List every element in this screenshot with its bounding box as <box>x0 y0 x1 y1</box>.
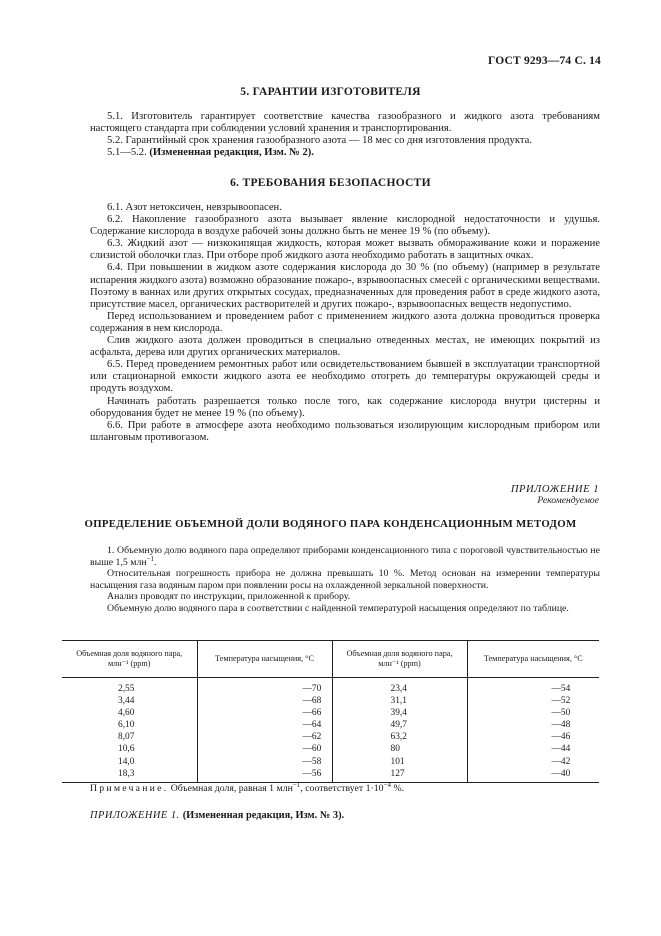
table-cell: 14,0 <box>62 756 197 768</box>
table-cell: 101 <box>332 756 467 768</box>
table-row <box>62 683 599 695</box>
annex-paragraph-2: Относительная погрешность прибора не должна превышать 10 %. Метод основан на измерении температуры насыщения газа водяным паром при появлении росы на охлажденной зеркальной поверхности. <box>90 568 600 591</box>
amendment-text: (Измененная редакция, Изм. № 2). <box>149 147 314 159</box>
table-cell: —42 <box>551 756 571 767</box>
paragraph-6-1: 6.1. Азот нетоксичен, невзрывоопасен. <box>107 202 282 213</box>
table-row <box>62 768 599 783</box>
annex-title: ОПРЕДЕЛЕНИЕ ОБЪЕМНОЙ ДОЛИ ВОДЯНОГО ПАРА КОНДЕНСАЦИОННЫМ МЕТОДОМ <box>84 518 577 530</box>
table-cell: —44 <box>551 744 571 755</box>
annex-label: ПРИЛОЖЕНИЕ 1 <box>510 484 599 495</box>
paragraph-6-5: 6.5. Перед проведением ремонтных работ или освидетельствованием бывшей в эксплуатации транспортной или стационарной емкости жидкого азота ее необходимо отогреть до температуры окружающей среды и продуть воздухом. <box>90 359 600 395</box>
table-cell: —60 <box>197 743 332 755</box>
section-6-title: 6. ТРЕБОВАНИЯ БЕЗОПАСНОСТИ <box>230 177 431 189</box>
paragraph-6-3: 6.3. Жидкий азот — низкокипящая жидкость, которая может вызвать обмораживание кожи и поражение слизистой оболочки глаз. При отборе проб жидкого азота необходимо работать в защитных очках. <box>90 238 600 262</box>
table-cell: —70 <box>197 683 332 695</box>
annex-status: Рекомендуемое <box>537 495 599 506</box>
col-header-temp-2: Температура насыщения, °С <box>467 641 599 678</box>
table-cell: 8,07 <box>62 731 197 743</box>
table-cell: 4,60 <box>62 707 197 719</box>
paragraph-6-4-check: Перед использованием и проведением работ с применением жидкого азота должна проводиться проверка содержания в нем кислорода. <box>90 310 600 334</box>
table-cell: 39,4 <box>332 707 467 719</box>
amendment-ref: 5.1—5.2. <box>107 147 150 159</box>
annex-amendment-text: (Измененная редакция, Изм. № 3). <box>182 810 345 821</box>
table-cell: 63,2 <box>332 731 467 743</box>
table-cell: 18,3 <box>62 768 197 783</box>
table-row <box>62 731 599 743</box>
table-cell: —52 <box>551 696 571 707</box>
table-note: Примечание. Объемная доля, равная 1 млн$^{-1}$, соответствует $1\cdot 10^{-4}$ %. <box>90 781 405 794</box>
table-cell: 31,1 <box>332 695 467 707</box>
table-cell: —54 <box>551 684 571 694</box>
table-cell: —66 <box>197 707 332 719</box>
table-cell: 49,7 <box>332 719 467 731</box>
paragraph-6-2: 6.2. Накопление газообразного азота вызывает явление кислородной недостаточности и удушья. Содержание кислорода в воздухе рабочей зоны должно быть не менее 19 % (по объему). <box>90 214 600 238</box>
col-header-temp-1: Температура насыщения, °С <box>197 641 332 678</box>
paragraph-6-4: 6.4. При повышении в жидком азоте содержания кислорода до 30 % (по объему) (например в результате испарения жидкого азота) возможно образование пожаро-, взрывоопасных смесей с органическими веществами. Поэтому в ваннах или других открытых сосудах, предназначенных для проведения работ в среде жидкого азота, присутствие масел, органических растворителей и других пожаро-, взрывоопасных веществ недопустимо. <box>90 262 600 310</box>
paragraph-6-5-start: Начинать работать разрешается только после того, как содержание кислорода внутри цистерны и оборудования будет не менее 19 % (по объему). <box>90 395 600 419</box>
table-row <box>62 756 599 768</box>
table-row <box>62 695 599 707</box>
table-row <box>62 707 599 719</box>
annex-amendment-ref: ПРИЛОЖЕНИЕ 1. <box>90 810 183 821</box>
paragraph-5-1: 5.1. Изготовитель гарантирует соответствие качества газообразного и жидкого азота требованиям настоящего стандарта при соблюдении условий хранения и транспортирования. <box>90 111 600 135</box>
table-cell: 23,4 <box>332 683 467 695</box>
table-row <box>62 719 599 731</box>
saturation-table <box>62 640 599 783</box>
col-header-fraction-2: Объемная доля водяного пара, млн⁻¹ (ppm) <box>332 641 467 678</box>
annex-paragraph-4: Объемную долю водяного пара в соответствии с найденной температурой насыщения определяют по таблице. <box>107 602 569 614</box>
table-cell: 80 <box>332 743 467 755</box>
table-cell: —64 <box>197 719 332 731</box>
section-5-title: 5. ГАРАНТИИ ИЗГОТОВИТЕЛЯ <box>240 86 421 98</box>
note-label: Примечание. <box>90 783 169 794</box>
table-cell: 3,44 <box>62 695 197 707</box>
annex-paragraph-3: Анализ проводят по инструкции, приложенной к прибору. <box>107 591 351 603</box>
col-header-fraction-1: Объемная доля водяного пара, млн⁻¹ (ppm) <box>62 641 197 678</box>
table-cell: —50 <box>551 708 571 719</box>
table-cell: —46 <box>551 732 571 743</box>
paragraph-6-6: 6.6. При работе в атмосфере азота необходимо пользоваться изолирующим кислородным прибором или шланговым противогазом. <box>90 419 600 443</box>
section-5-body <box>90 111 600 159</box>
annex-body <box>90 545 600 615</box>
table-cell: —40 <box>467 768 599 783</box>
table-cell: —68 <box>197 695 332 707</box>
table-cell: 6,10 <box>62 719 197 731</box>
paragraph-6-4-drain: Слив жидкого азота должен проводиться в специально отведенных местах, не имеющих покрытий из асфальта, дерева или других органических материалов. <box>90 335 600 359</box>
annex-amendment <box>90 810 344 821</box>
annex-paragraph-1: 1. Объемную долю водяного пара определяют приборами конденсационного типа с пороговой чувствительностью не выше 1,5 млн$^{-1}$. <box>90 545 600 568</box>
table-cell: 2,55 <box>62 683 197 695</box>
table-cell: —56 <box>197 768 332 783</box>
table-cell: —62 <box>197 731 332 743</box>
section-6-body <box>90 202 600 444</box>
document-reference: ГОСТ 9293—74 С. 14 <box>488 55 601 67</box>
table-cell: 127 <box>332 768 467 783</box>
table-cell: 10,6 <box>62 743 197 755</box>
table-row <box>62 743 599 755</box>
table-cell: —58 <box>197 756 332 768</box>
table-cell: —48 <box>551 720 571 731</box>
annex-label-block <box>511 484 599 506</box>
table-header-row <box>62 641 599 678</box>
paragraph-5-amendment <box>90 147 600 159</box>
paragraph-5-2: 5.2. Гарантийный срок хранения газообразного азота — 18 мес со дня изготовления продукта. <box>107 135 532 147</box>
